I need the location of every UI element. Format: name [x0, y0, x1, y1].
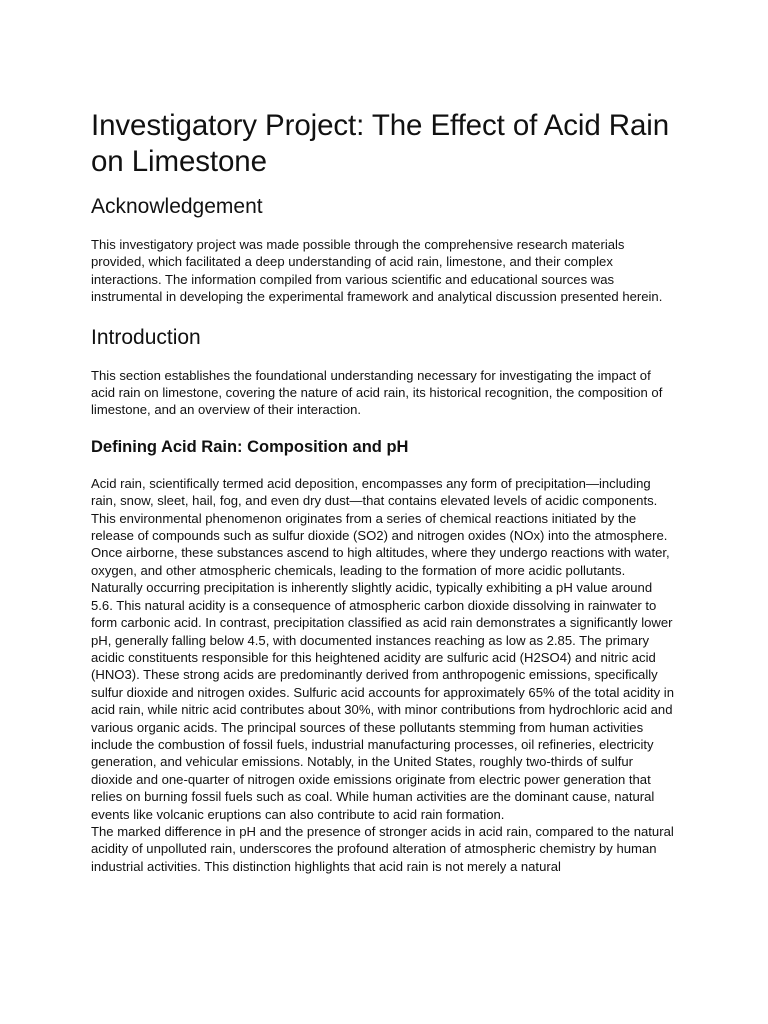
body-paragraph: Naturally occurring precipitation is inherently slightly acidic, typically exhibiting a pH value around 5.6. This natural acidity is a consequence of atmospheric carbon dioxide dissolving in rainwater to form carbonic acid. In contrast, precipitation classified as acid rain demonstrates a significantly lower pH, generally falling below 4.5, with documented instances reaching as low as 2.85. The primary acidic constituents responsible for this heightened acidity are sulfuric acid (H2SO4) and nitric acid (HNO3). These strong acids are predominantly derived from anthropogenic emissions, specifically sulfur dioxide and nitrogen oxides. Sulfuric acid accounts for approximately 65% of the total acidity in acid rain, while nitric acid contributes about 30%, with minor contributions from hydrochloric acid and various organic acids. The principal sources of these pollutants stemming from human activities include the combustion of fossil fuels, industrial manufacturing processes, oil refineries, electricity generation, and vehicular emissions. Notably, in the United States, roughly two-thirds of sulfur dioxide and one-quarter of nitrogen oxide emissions originate from electric power generation that relies on burning fossil fuels such as coal. While human activities are the dominant cause, natural events like volcanic eruptions can also contribute to acid rain formation. [91, 580, 674, 822]
acknowledgement-paragraph: This investigatory project was made possible through the comprehensive research materials provided, which facilitated a deep understanding of acid rain, limestone, and their complex interactions. The information compiled from various scientific and educational sources was instrumental in developing the experimental framework and analytical discussion presented herein. [91, 237, 663, 305]
introduction-paragraph: This section establishes the foundational understanding necessary for investigating the impact of acid rain on limestone, covering the nature of acid rain, its historical recognition, the composition of limestone, and an overview of their interaction. [91, 367, 663, 418]
body-paragraph: Acid rain, scientifically termed acid deposition, encompasses any form of precipitation—including rain, snow, sleet, hail, fog, and even dry dust—that contains elevated levels of acidic components. This environmental phenomenon originates from a series of chemical reactions initiated by the release of compounds such as sulfur dioxide (SO2) and nitrogen oxides (NOx) into the atmosphere. Once airborne, these substances ascend to high altitudes, where they undergo reactions with water, oxygen, and other atmospheric chemicals, leading to the formation of more acidic pollutants. [91, 475, 670, 578]
body-paragraph: The marked difference in pH and the presence of stronger acids in acid rain, compared to the natural acidity of unpolluted rain, underscores the profound alteration of atmospheric chemistry by human industrial activities. This distinction highlights that acid rain is not merely a natural [91, 823, 674, 874]
document-title: Investigatory Project: The Effect of Acid Rain on Limestone [91, 109, 670, 178]
defining-acid-rain-heading: Defining Acid Rain: Composition and pH [91, 437, 409, 456]
introduction-heading: Introduction [91, 325, 201, 349]
document-page [91, 108, 675, 875]
acknowledgement-heading: Acknowledgement [91, 195, 263, 218]
